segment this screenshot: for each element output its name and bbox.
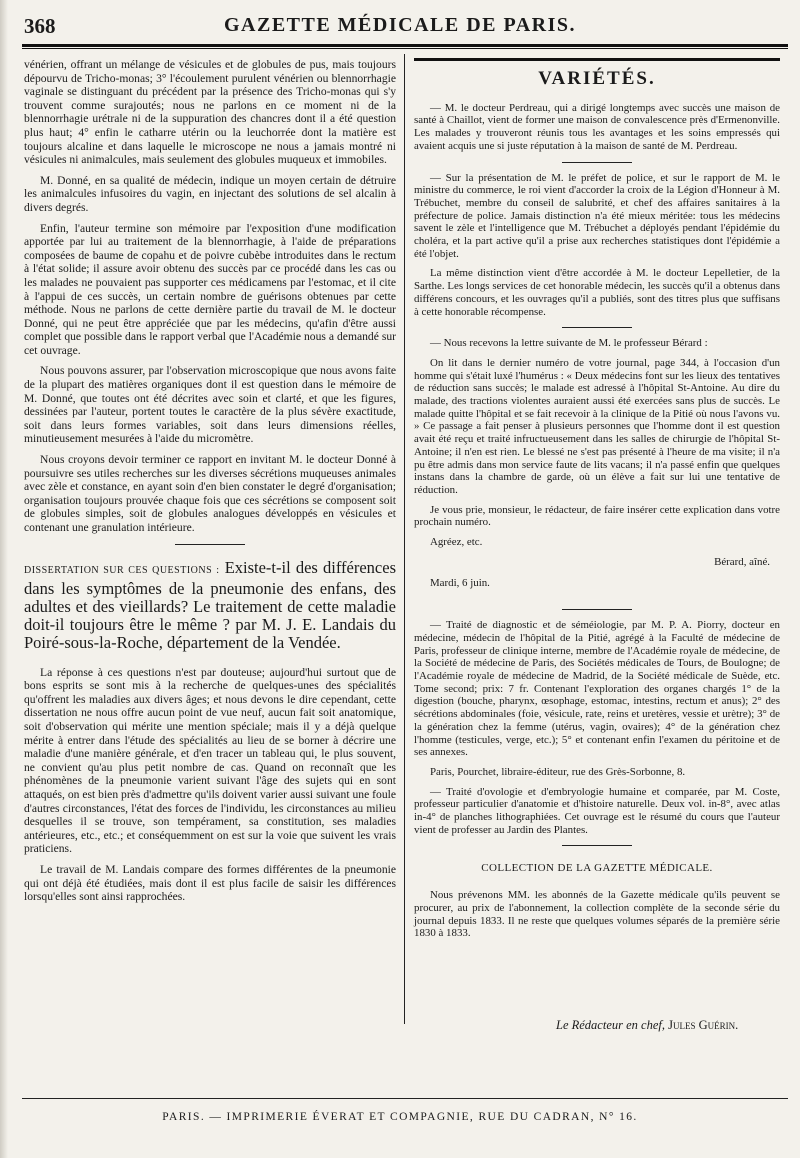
dissertation-heading: [24, 559, 396, 652]
dissertation-lead: DISSERTATION SUR CES QUESTIONS :: [24, 564, 220, 576]
item-separator: [562, 162, 632, 163]
editor-signature: [556, 1018, 738, 1033]
header-rule: [22, 44, 788, 47]
collection-text: Nous prévenons MM. les abonnés de la Gazette médicale qu'ils peuvent se procurer, au prix de l'abonnement, la collection complète de la seconde série du journal depuis 1833. Il ne reste que quelques volumes séparés de la première série 1830 à 1833.: [414, 889, 780, 940]
letter-salutation: Agréez, etc.: [430, 536, 483, 549]
letter-body: On lit dans le dernier numéro de votre journal, page 344, à l'occasion d'un homme qui s'était luxé l'humérus : « Deux médecins font sur les lieux des tentatives de réduction sans succès; le malade est adressé à l'hôpital St-Antoine. Au dire du malade, des tractions violentes auraient aussi été exercées sans plus de succès. Le malade quitte l'hôpital et se fait recevoir à la clinique de la Pitié où nous l'avons vu. » Ce passage a fait penser à plusieurs personnes que l'homme dont il est question avait été reçu et traité infructueusement dans les salles de chirurgie de l'hôpital St-Antoine; il n'en est rien. Le blessé ne s'est pas présenté à l'heure de ma visite; il n'a pu être admis dans mon service faute de lits vacans; il n'a passé enfin que quelques instans dans la chambre de garde, où un élève a fait sur lui une tentative de réduction.: [414, 356, 780, 496]
column-divider: [404, 54, 405, 1024]
news-item: — Sur la présentation de M. le préfet de police, et sur le rapport de M. le ministre du commerce, le roi vient d'accorder la croix de la Légion d'Honneur à M. Trébuchet, membre du conseil de salubrité, et chef des affaires sanitaires à la préfecture de police. Jamais distinction n'a été mieux méritée: tous les médecins savent le zèle et l'intelligence que M. Trébuchet a déployés pendant l'épidémie du choléra, et la part active qu'il a prise aux recherches statistiques dont l'épidémie a été l'objet.: [414, 171, 780, 260]
header-rule-thin: [22, 48, 788, 49]
page-edge-shadow: [0, 0, 8, 1158]
editor-name: Jules Guérin.: [668, 1018, 739, 1032]
paragraph: M. Donné, en sa qualité de médecin, indique un moyen certain de détruire les animalcules infusoires du vagin, en injectant des solutions de sel alcalin à divers degrés.: [24, 173, 396, 214]
page-number: 368: [24, 14, 56, 38]
item-separator: [562, 845, 632, 846]
paragraph: vénérien, offrant un mélange de vésicules et de globules de pus, mais toujours dépourvu de Tricho-monas; 3° l'écoulement purulent vénérien ou blennorrhagie vaginale se distinguant du précédent par la présence des Tricho-monas qui s'y trouvent comme surajoutés; nous ne parlons en ce moment ni de la blennorrhagie urétrale ni de la suppuration des chancres dont il a été question plus haut; 4° enfin le catharre utérin ou la leuchorrée dont la matière est toujours alcaline et dans laquelle le microscope ne nous a jamais montré ni vésicules ni animalcules, mais seulement des globules muqueux et immobiles.: [24, 58, 396, 167]
editor-label: Le Rédacteur en chef,: [556, 1018, 665, 1032]
book-notice: — Traité d'ovologie et d'embryologie humaine et comparée, par M. Coste, professeur particulier d'anatomie et d'histoire naturelle. Deux vol. in-8°, avec atlas in-4° de planches lithographiées. Cet ouvrage est le résumé du cours que l'auteur vient de professer au Jardin des Plantes.: [414, 785, 780, 836]
item-separator: [562, 327, 632, 328]
footer-rule: [22, 1098, 788, 1099]
news-item: — M. le docteur Perdreau, qui a dirigé longtemps avec succès une maison de santé à Chaillot, vient de former une maison de convalescence près d'Ermenonville. Les malades y trouveront réunis tous les avantages et les soins empressés qui avaient acquis une si juste réputation à la maison de santé de M. Perdreau.: [414, 101, 780, 152]
news-item: — Nous recevons la lettre suivante de M. le professeur Bérard :: [430, 337, 708, 350]
letter-signature: Bérard, aîné.: [714, 555, 770, 568]
letter-closing: Je vous prie, monsieur, le rédacteur, de faire insérer cette explication dans votre prochain numéro.: [414, 503, 780, 529]
paragraph: Enfin, l'auteur termine son mémoire par l'exposition d'une modification apportée par lui au traitement de la blennorrhagie, à l'aide de préparations composées de baume de copahu et de poivre cubèbe introduites dans le rectum à l'état solide; il assure avoir obtenu des succès par ce procédé dans les cas ou les malades ne pouvaient pas supporter ces médicamens par l'estomac, et il cite à l'appui de ces succès, un certain nombre de guérisons obtenues par cette méthode. Nous ne parlons de cette dernière partie du travail de M. le docteur Donné, qui ne peut être appréciée que par les médecins, qu'afin d'être aussi complet que possible dans le rapport verbal que l'Académie nous a demandé sur cet ouvrage.: [24, 221, 396, 357]
collection-title: COLLECTION DE LA GAZETTE MÉDICALE.: [481, 862, 713, 875]
letter-date: Mardi, 6 juin.: [430, 576, 490, 589]
book-publisher: Paris, Pourchet, libraire-éditeur, rue des Grès-Sorbonne, 8.: [430, 765, 686, 778]
varietes-rule: [414, 58, 780, 61]
right-column: [414, 58, 780, 947]
paragraph: Nous pouvons assurer, par l'observation microscopique que nous avons faite de la plupart des matières organiques dont il est question dans le mémoire de M. Donné, que toutes ont été décrites avec soin et clarté, et que les figures, dessinées par l'auteur, portent toutes le caractère de la plus sévère exactitude, soit dans leurs formes variables, soit dans leurs dimensions réelles, minutieusement mesurées à l'aide du micromètre.: [24, 364, 396, 446]
book-notice: — Traité de diagnostic et de séméiologie, par M. P. A. Piorry, docteur en médecine, médecin de l'hôpital de la Pitié, agrégé à la Faculté de médecine de Paris, professeur de clinique interne, membre de l'Académie royale de médecine, de la Société de médecine de Paris, des Sociétés médicales de Tours, de Boulogne; de l'Académie royale de médecine de Madrid, de la Société médicale de Suède, etc. Tome second; prix: 7 fr. Contenant l'exploration des organes chargés 1° de la digestion (bouche, pharynx, œsophage, estomac, intestins, rectum et anus); 2° des sécrétions abdominales (foie, vésicule, rate, reins et uretères, vessie et urètre); 3° de la génération chez la femme (utérus, vagin, ovaires); 4° de la génération chez l'homme (testicules, verge, etc.); 5° et contenant enfin l'examen du péritoine et de ses annexes.: [414, 619, 780, 759]
dissertation-title: Existe-t-il des différences dans les symptômes de la pneumonie des enfans, des adultes et des vieillards? Le traitement de cette maladie doit-il toujours être le même ? par M. J. E. Landais du Poiré-sous-la-Roche, département de la Vendée.: [24, 557, 397, 652]
item-separator: [562, 609, 632, 610]
varietes-title: VARIÉTÉS.: [538, 68, 656, 89]
paragraph: Le travail de M. Landais compare des formes différentes de la pneumonie qui ont déjà été étudiées, mais dont il est plus facile de saisir les différences lorsqu'elles sont ainsi rapprochées.: [24, 862, 396, 904]
section-separator: [175, 544, 245, 545]
left-column: [24, 58, 396, 911]
news-item: La même distinction vient d'être accordée à M. le docteur Lepelletier, de la Sarthe. Les longs services de cet honorable médecin, les succès qu'il a obtenus dans différens concours, et les ouvrages qu'il a publiés, sont des titres plus que suffisans à cette honorable récompense.: [414, 267, 780, 318]
paragraph: La réponse à ces questions n'est par douteuse; aujourd'hui surtout que de bons esprits se sont mis à la recherche de quelques-unes des spécialités qu'offrent les maladies aux divers âges; et nous devons le dire cependant, cette dissertation ne nous offre aucun point de vue neuf, aucun fait soit anatomique, soit d'observation qui mérite une mention spéciale; mais il y a déjà quelque mérite à entrer dans l'étude des spécialités au lieu de se borner à décrire une maladie d'une manière générale, et d'en tracer un tableau qui, le plus souvent, ne convient qu'au plus petit nombre de cas. Quand on reconnaît que les phénomènes de la pneumonie varient suivant l'âge des sujets qui en sont attaqués, on est bien près d'admettre qu'ils doivent varier aussi suivant une foule d'autres circonstances, l'état des forces de l'individu, les circonstances au milieu desquelles il se trouve, son tempérament, sa constitution, ses maladies antérieures, etc., etc.; et conséquemment on est sur la voie que suivent les vrais praticiens.: [24, 665, 396, 856]
printer-footer: PARIS. — IMPRIMERIE ÉVERAT ET COMPAGNIE, RUE DU CADRAN, N° 16.: [162, 1111, 638, 1123]
paragraph: Nous croyons devoir terminer ce rapport en invitant M. le docteur Donné à poursuivre ses utiles recherches sur les diverses sécrétions muqueuses animales avec zèle et constance, en ayant soin d'en bien constater le degré d'organisation; organisation toujours prouvée chaque fois que ces sécrétions se composent soit de globules simples, soit de globules analogues développés en vésicules et contenant une granulation intérieure.: [24, 453, 396, 534]
masthead-title: GAZETTE MÉDICALE DE PARIS.: [223, 14, 577, 36]
